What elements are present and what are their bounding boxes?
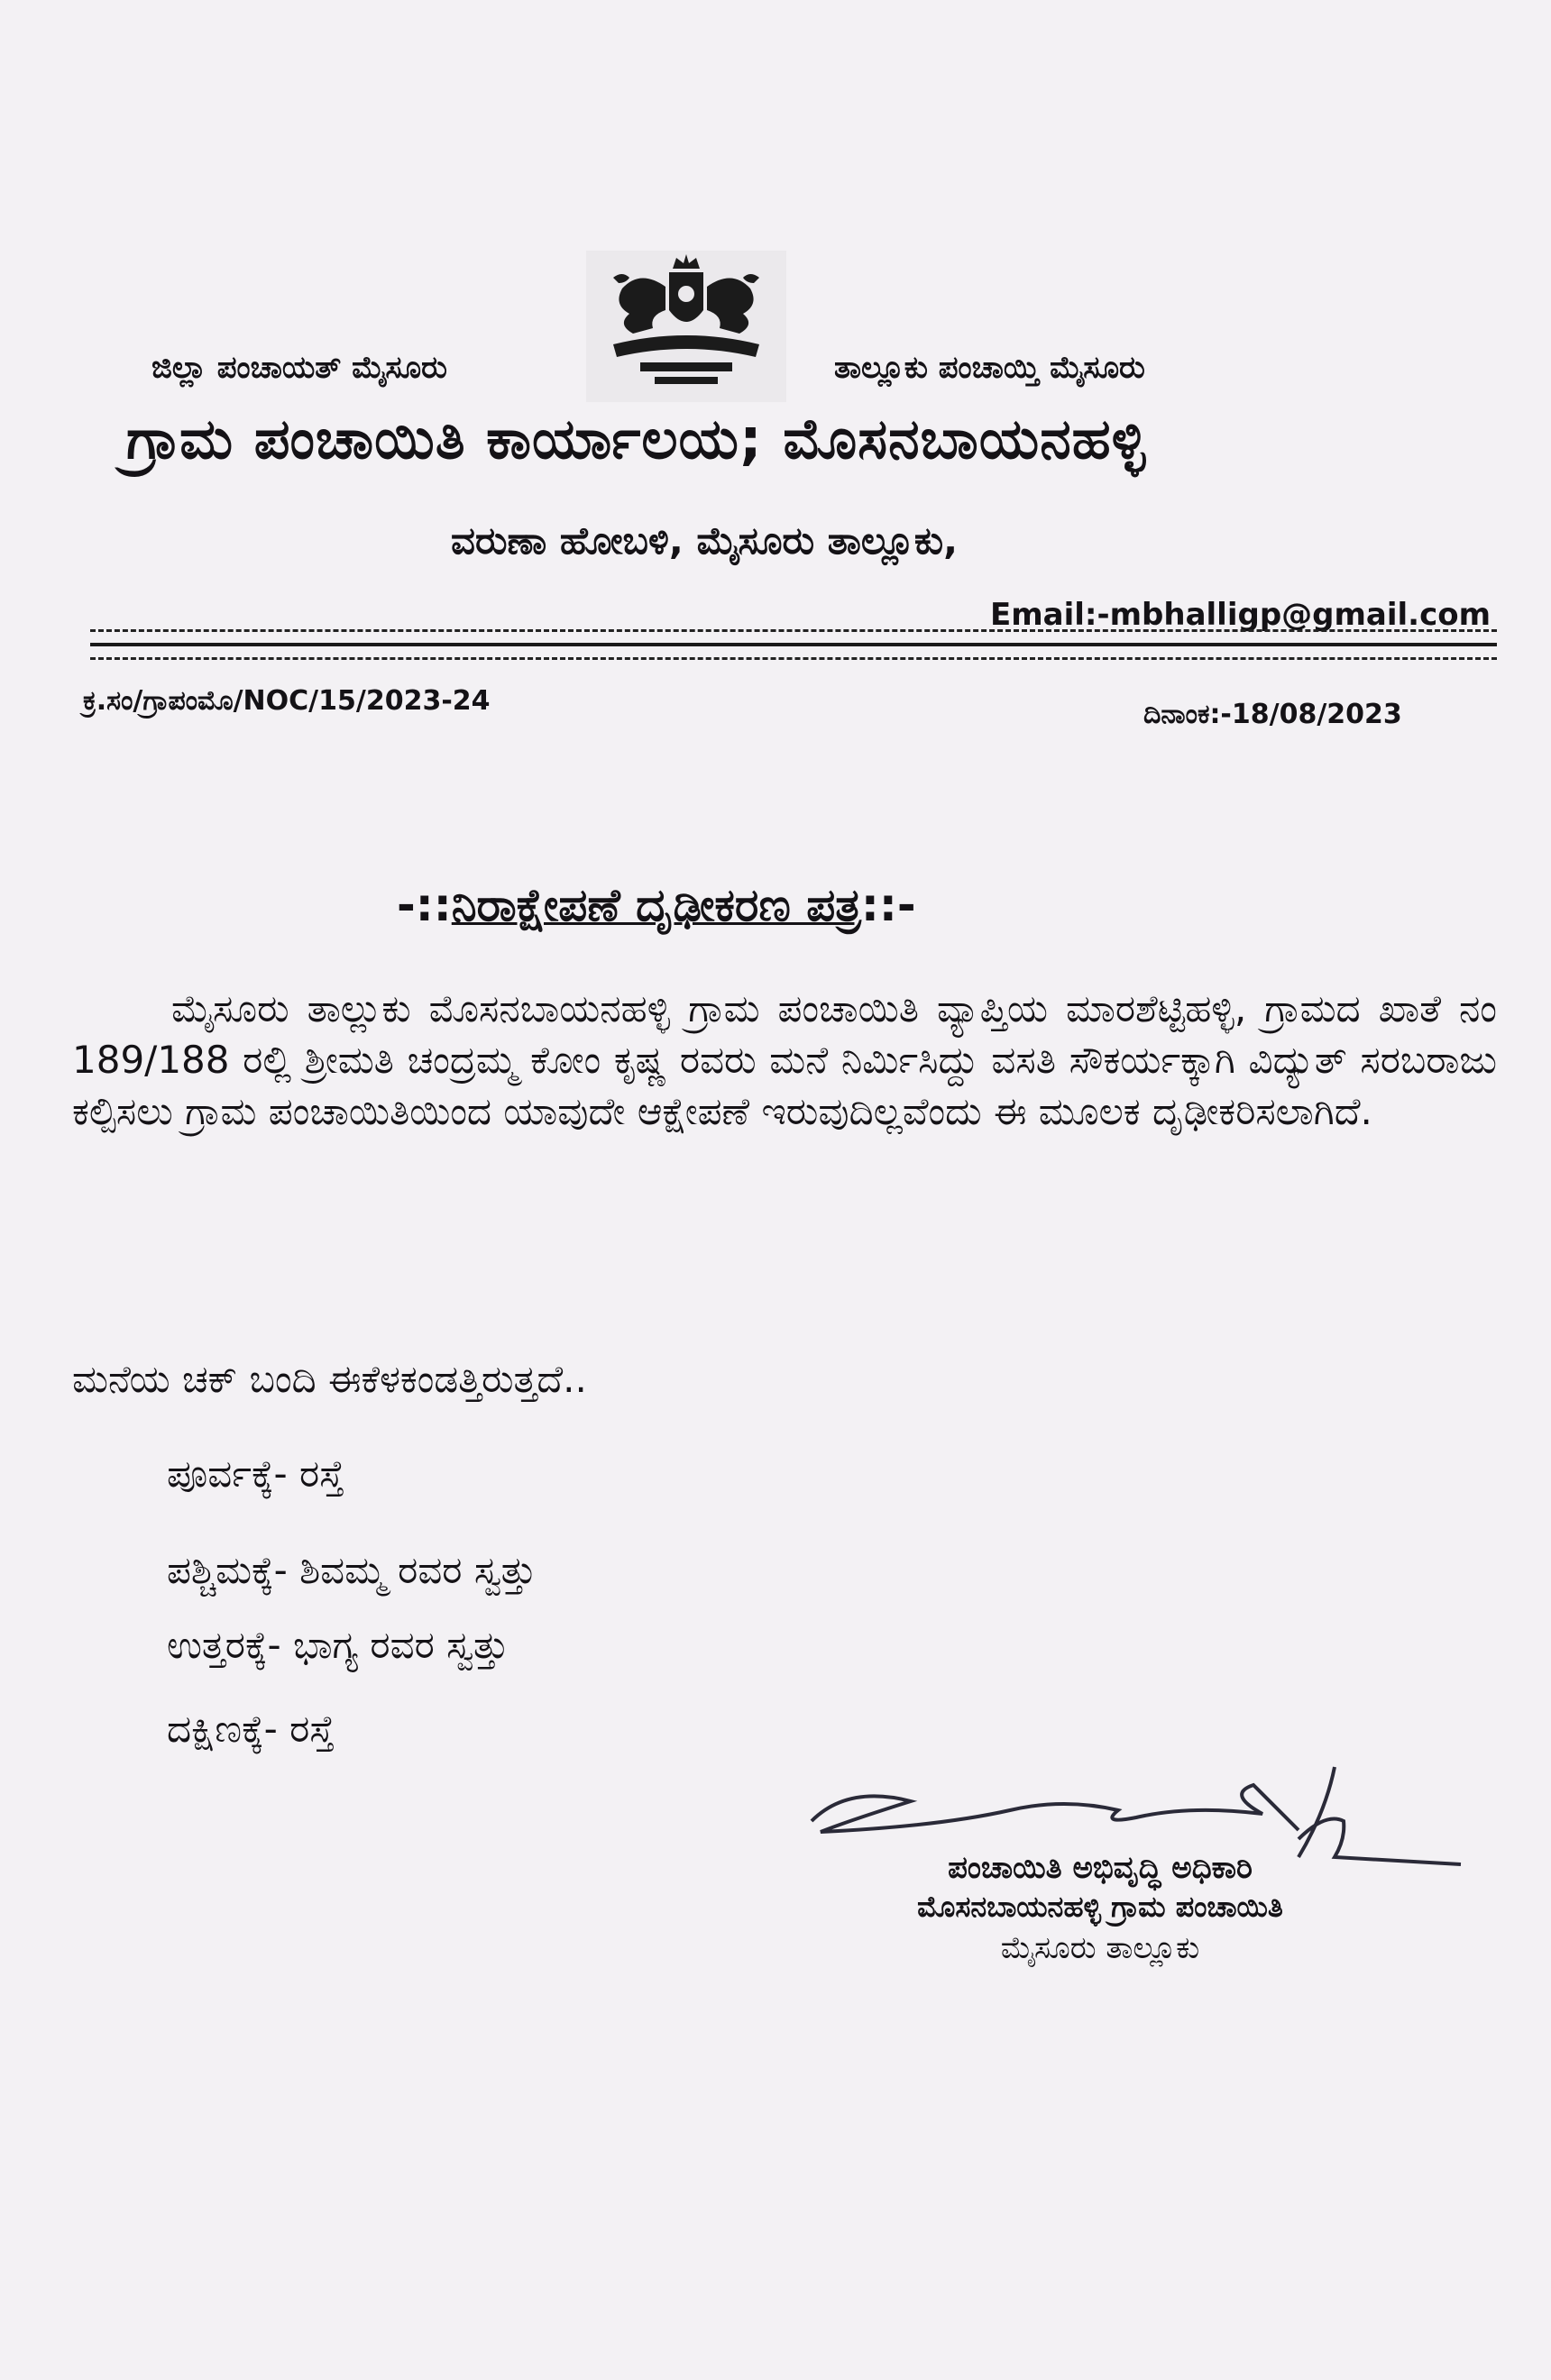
title-text: ನಿರಾಕ್ಷೇಪಣೆ ದೃಢೀಕರಣ ಪತ್ರ xyxy=(451,879,861,931)
state-emblem-icon xyxy=(586,251,786,402)
boundary-north: ಉತ್ತರಕ್ಕೆ- ಭಾಗ್ಯ ರವರ ಸ್ವತ್ತು xyxy=(167,1623,509,1667)
district-panchayat-label: ಜಿಲ್ಲಾ ಪಂಚಾಯತ್ ಮೈಸೂರು xyxy=(151,350,447,386)
header-divider-solid xyxy=(90,643,1497,646)
boundary-east: ಪೂರ್ವಕ್ಕೆ- ರಸ್ತೆ xyxy=(167,1451,344,1496)
boundaries-intro: ಮನೆಯ ಚಕ್ ಬಂದಿ ಈಕೆಳಕಂಡತ್ತಿರುತ್ತದೆ.. xyxy=(72,1357,587,1401)
noc-paragraph: ಮೈಸೂರು ತಾಲ್ಲುಕು ಮೊಸನಬಾಯನಹಳ್ಳಿ ಗ್ರಾಮ ಪಂಚಾಯಿತಿ ವ್ಯಾಪ್ತಿಯ ಮಾರಶೆಟ್ಟಿಹಳ್ಳಿ, ಗ್ರಾಮದ ಖಾತೆ ನಂ 189/188 ರಲ್ಲಿ ಶ್ರೀಮತಿ ಚಂದ್ರಮ್ಮ ಕೋಂ ಕೃಷ್ಣ ರವರು ಮನೆ ನಿರ್ಮಿಸಿದ್ದು ವಸತಿ ಸೌಕರ್ಯಕ್ಕಾಗಿ ವಿದ್ಯುತ್ ಸರಬರಾಜು ಕಲ್ಪಿಸಲು ಗ್ರಾಮ ಪಂಚಾಯಿತಿಯಿಂದ ಯಾವುದೇ ಆಕ್ಷೇಪಣೆ ಇರುವುದಿಲ್ಲವೆಂದು ಈ ಮೂಲಕ ದೃಢೀಕರಿಸಲಾಗಿದೆ. xyxy=(72,986,1497,1133)
panchayat-stamp-line: ಮೊಸನಬಾಯನಹಳ್ಳಿ ಗ್ರಾಮ ಪಂಚಾಯಿತಿ xyxy=(917,1890,1283,1924)
office-name: ಗ್ರಾಮ ಪಂಚಾಯಿತಿ ಕಾರ್ಯಾಲಯ; ಮೊಸನಬಾಯನಹಳ್ಳಿ xyxy=(126,406,1147,471)
letter-title xyxy=(397,879,916,932)
boundary-west: ಪಶ್ಚಿಮಕ್ಕೆ- ಶಿವಮ್ಮ ರವರ ಸ್ವತ್ತು xyxy=(167,1548,537,1592)
officer-designation: ಪಂಚಾಯಿತಿ ಅಭಿವೃದ್ಧಿ ಅಧಿಕಾರಿ xyxy=(948,1850,1253,1886)
signature-block xyxy=(812,1848,1389,1971)
signature-taluk: ಮೈಸೂರು ತಾಲ್ಲೂಕು xyxy=(1000,1930,1200,1966)
boundary-south: ದಕ್ಷಿಣಕ್ಕೆ- ರಸ್ತೆ xyxy=(167,1707,335,1751)
office-email: Email:-mbhalligp@gmail.com xyxy=(990,597,1491,633)
title-suffix: ::- xyxy=(860,879,916,931)
taluk-panchayat-label: ತಾಲ್ಲೂಕು ಪಂಚಾಯ್ತಿ ಮೈಸೂರು xyxy=(834,350,1145,386)
header-divider-dashed xyxy=(90,629,1497,632)
hobli-address: ವರುಣಾ ಹೋಬಳಿ, ಮೈಸೂರು ತಾಲ್ಲೂಕು, xyxy=(451,518,959,563)
letter-date: ದಿನಾಂಕ:-18/08/2023 xyxy=(1143,699,1402,730)
header-divider-dashed-lower xyxy=(90,657,1497,660)
reference-number: ಕ್ರ.ಸಂ/ಗ್ರಾಪಂಮೊ/NOC/15/2023-24 xyxy=(83,685,491,717)
title-prefix: -:: xyxy=(397,879,452,931)
